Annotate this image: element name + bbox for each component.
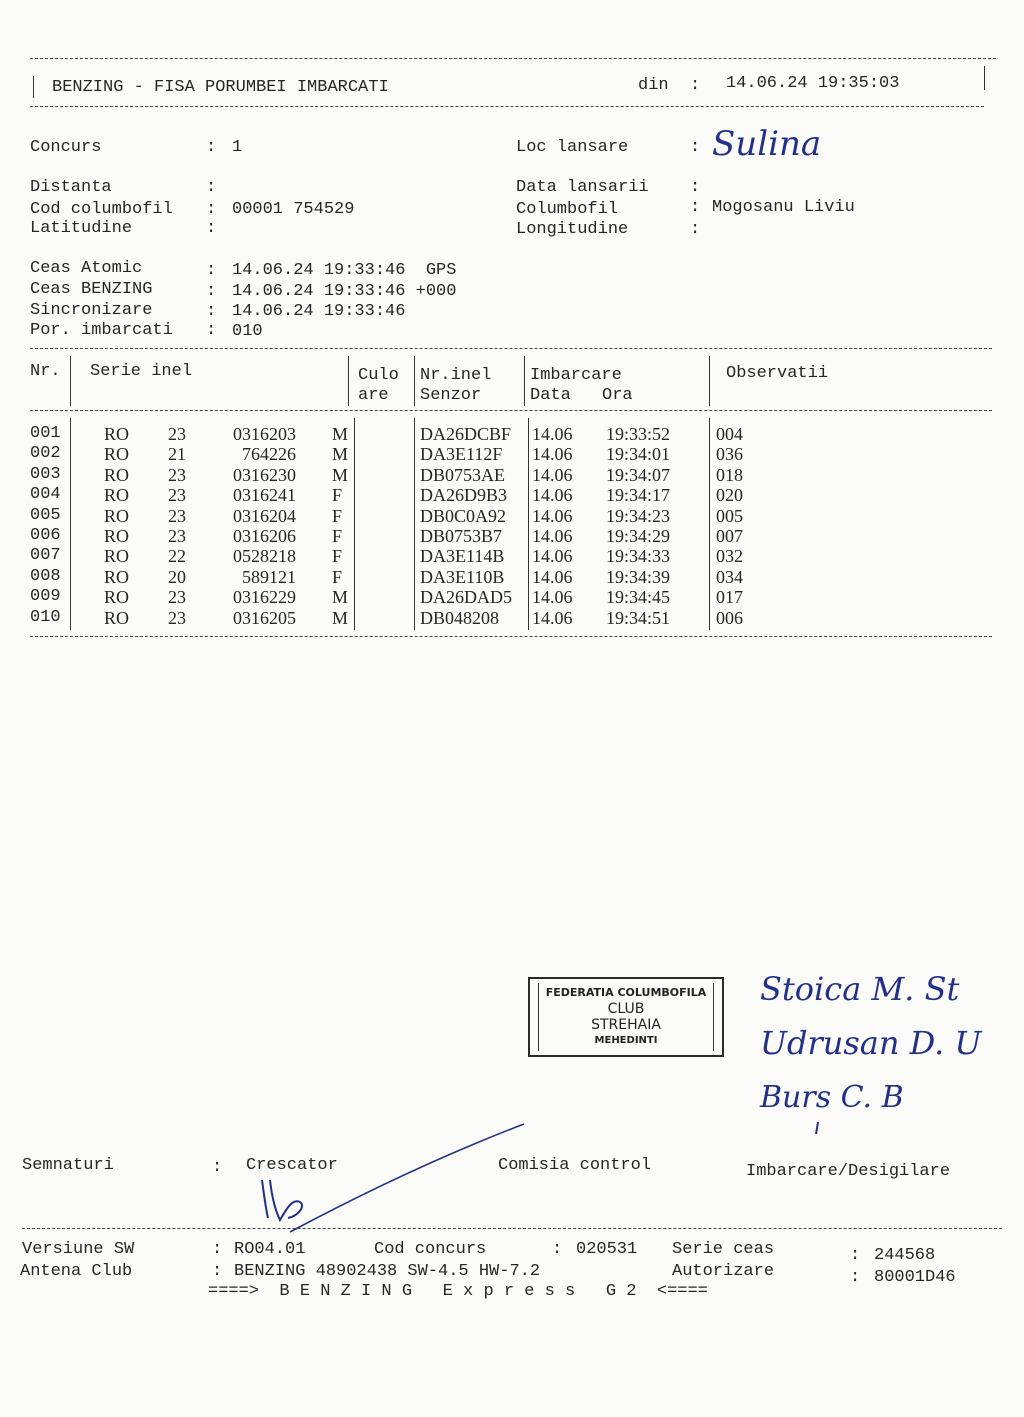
por-imbarcati-value: 010 <box>232 322 263 341</box>
row-tara: RO <box>104 546 130 567</box>
columbofil-label: Columbofil <box>516 200 619 219</box>
row-ora: 19:34:17 <box>606 485 671 506</box>
row-senzor: DA26D9B3 <box>420 485 508 506</box>
row-an: 23 <box>168 587 186 608</box>
row-tara: RO <box>104 587 130 608</box>
row-sex: M <box>332 587 349 608</box>
row-sex: F <box>332 526 343 546</box>
handwritten-signature-3: Burs C. B <box>760 1080 904 1115</box>
row-inel: 0316206 <box>233 526 296 546</box>
ceas-atomic-value: 14.06.24 19:33:46 GPS <box>232 261 457 280</box>
row-tara: RO <box>104 566 130 587</box>
row-inel: 0316229 <box>233 587 296 608</box>
row-inel: 0316203 <box>233 424 296 444</box>
row-observatii: 007 <box>716 526 743 546</box>
latitudine-label: Latitudine <box>30 219 133 238</box>
row-sex: M <box>332 607 349 628</box>
row-observatii: 020 <box>716 485 743 506</box>
row-observatii: 005 <box>716 505 743 526</box>
row-nr: 008 <box>30 566 61 586</box>
row-data: 14.06 <box>532 566 573 587</box>
sincronizare-value: 14.06.24 19:33:46 <box>232 302 406 321</box>
row-sex: F <box>332 546 343 567</box>
row-observatii: 018 <box>716 464 743 485</box>
row-ora: 19:34:51 <box>606 607 671 628</box>
row-senzor: DB0C0A92 <box>420 505 507 526</box>
columbofil-value: Mogosanu Liviu <box>712 198 855 217</box>
comisia-control-label: Comisia control <box>498 1156 652 1175</box>
row-an: 23 <box>168 505 186 526</box>
row-inel: 0316204 <box>233 505 296 526</box>
row-data: 14.06 <box>532 546 573 567</box>
row-an: 23 <box>168 464 186 485</box>
serie-ceas-label: Serie ceas <box>672 1240 775 1259</box>
row-observatii: 006 <box>716 607 743 628</box>
col-header-data: Data <box>530 386 571 405</box>
semnaturi-label: Semnaturi <box>22 1156 114 1175</box>
header-right-bar <box>984 66 985 90</box>
row-an: 23 <box>168 424 186 444</box>
concurs-value: 1 <box>232 138 243 157</box>
crescator-label: Crescator <box>246 1156 338 1175</box>
row-ora: 19:34:07 <box>606 464 671 485</box>
row-data: 14.06 <box>532 424 573 444</box>
row-data: 14.06 <box>532 526 573 546</box>
por-imbarcati-label: Por. imbarcati <box>30 321 173 340</box>
col-header-imbarcare: Imbarcare <box>530 366 622 385</box>
row-data: 14.06 <box>532 587 573 608</box>
row-senzor: DA3E114B <box>420 546 505 567</box>
distanta-label: Distanta <box>30 178 112 197</box>
table-top-border <box>30 348 992 349</box>
versiune-sw-label: Versiune SW <box>22 1240 135 1259</box>
row-data: 14.06 <box>532 444 573 465</box>
row-nr: 009 <box>30 587 61 607</box>
col-header-culoare: Culo <box>358 366 399 385</box>
header-left-bar <box>33 76 34 98</box>
versiune-sw-value: RO04.01 <box>234 1240 306 1259</box>
row-senzor: DA26DAD5 <box>420 587 512 608</box>
col-header-nr-inel: Nr.inel <box>420 366 492 385</box>
row-sex: F <box>332 505 343 526</box>
handwritten-signature-1: Stoica M. St <box>760 970 960 1008</box>
table-bottom-border <box>30 636 992 637</box>
data-lansarii-label: Data lansarii <box>516 178 649 197</box>
row-senzor: DB0753AE <box>420 464 505 485</box>
row-observatii: 036 <box>716 444 743 465</box>
col-header-senzor: Senzor <box>420 386 482 405</box>
header-bottom-border <box>30 106 984 107</box>
col-header-ora: Ora <box>602 386 633 405</box>
cod-columbofil-label: Cod columbofil <box>30 200 173 219</box>
club-stamp <box>528 977 724 1057</box>
row-senzor: DA3E110B <box>420 566 505 587</box>
sincronizare-label: Sincronizare <box>30 301 153 320</box>
row-observatii: 034 <box>716 566 743 587</box>
cod-concurs-value: 020531 <box>576 1240 638 1259</box>
row-inel: 764226 <box>242 444 296 465</box>
row-ora: 19:34:33 <box>606 546 671 567</box>
stamp-line4: MEHEDINTI <box>594 1035 658 1046</box>
col-header-observatii: Observatii <box>726 364 829 383</box>
row-nr: 007 <box>30 546 61 566</box>
row-observatii: 017 <box>716 587 743 608</box>
ceas-benzing-value: 14.06.24 19:33:46 +000 <box>232 282 457 301</box>
col-header-culoare-2: are <box>358 386 389 405</box>
row-tara: RO <box>104 505 130 526</box>
loc-lansare-label: Loc lansare <box>516 138 629 157</box>
row-ora: 19:34:29 <box>606 526 671 546</box>
row-sex: M <box>332 424 349 444</box>
col-header-serie-inel: Serie inel <box>90 362 193 381</box>
concurs-label: Concurs <box>30 138 102 157</box>
autorizare-value: 80001D46 <box>874 1268 956 1287</box>
row-tara: RO <box>104 424 130 444</box>
row-senzor: DA26DCBF <box>420 424 512 444</box>
row-tara: RO <box>104 485 130 506</box>
cod-concurs-label: Cod concurs <box>374 1240 487 1259</box>
row-ora: 19:34:45 <box>606 587 671 608</box>
row-data: 14.06 <box>532 505 573 526</box>
longitudine-label: Longitudine <box>516 220 629 239</box>
stamp-line2: CLUB <box>607 1001 645 1017</box>
document-title: BENZING - FISA PORUMBEI IMBARCATI <box>52 78 389 97</box>
row-observatii: 032 <box>716 546 743 567</box>
ceas-benzing-label: Ceas BENZING <box>30 280 153 299</box>
footer-border <box>22 1228 1002 1229</box>
serie-ceas-value: 244568 <box>874 1246 936 1265</box>
table-header-border <box>30 410 992 411</box>
row-inel: 0316230 <box>233 464 296 485</box>
row-nr: 002 <box>30 444 61 464</box>
autorizare-label: Autorizare <box>672 1262 775 1281</box>
row-an: 23 <box>168 526 186 546</box>
row-senzor: DA3E112F <box>420 444 503 465</box>
row-tara: RO <box>104 444 130 465</box>
row-ora: 19:34:39 <box>606 566 671 587</box>
row-sex: M <box>332 444 349 465</box>
pen-mark <box>810 1118 830 1138</box>
row-ora: 19:33:52 <box>606 424 671 444</box>
loc-lansare-handwritten: Sulina <box>712 124 822 164</box>
cod-columbofil-value: 00001 754529 <box>232 200 355 219</box>
row-senzor: DB0753B7 <box>420 526 503 546</box>
row-nr: 004 <box>30 485 61 505</box>
row-nr: 005 <box>30 505 61 525</box>
row-senzor: DB048208 <box>420 607 500 628</box>
antena-club-label: Antena Club <box>20 1262 133 1281</box>
row-sex: F <box>332 485 343 506</box>
header-din-label: din <box>638 76 669 95</box>
row-tara: RO <box>104 526 130 546</box>
row-data: 14.06 <box>532 464 573 485</box>
row-nr: 001 <box>30 424 61 443</box>
col-header-nr: Nr. <box>30 362 61 381</box>
row-nr: 010 <box>30 607 61 627</box>
handwritten-signature-2: Udrusan D. U <box>760 1024 982 1062</box>
row-an: 23 <box>168 607 186 628</box>
row-inel: 589121 <box>242 566 296 587</box>
row-tara: RO <box>104 464 130 485</box>
imbarcare-desigilare-label: Imbarcare/Desigilare <box>746 1162 951 1181</box>
row-tara: RO <box>104 607 130 628</box>
row-an: 22 <box>168 546 186 567</box>
row-ora: 19:34:23 <box>606 505 671 526</box>
row-an: 21 <box>168 444 186 465</box>
row-data: 14.06 <box>532 607 573 628</box>
row-observatii: 004 <box>716 424 743 444</box>
header-datetime: 14.06.24 19:35:03 <box>726 74 900 93</box>
row-an: 20 <box>168 566 186 587</box>
row-nr: 003 <box>30 464 61 484</box>
ceas-atomic-label: Ceas Atomic <box>30 259 143 278</box>
stamp-line1: FEDERATIA COLUMBOFILA <box>545 986 707 999</box>
row-nr: 006 <box>30 526 61 545</box>
row-inel: 0316205 <box>233 607 296 628</box>
brand-line: ====> B E N Z I N G E x p r e s s G 2 <==== <box>208 1282 708 1301</box>
row-an: 23 <box>168 485 186 506</box>
row-inel: 0528218 <box>233 546 296 567</box>
row-sex: M <box>332 464 349 485</box>
row-data: 14.06 <box>532 485 573 506</box>
stamp-line3: STREHAIA <box>591 1017 661 1033</box>
row-inel: 0316241 <box>233 485 296 506</box>
row-ora: 19:34:01 <box>606 444 671 465</box>
crescator-signature <box>240 1120 540 1250</box>
header-top-border <box>30 58 996 59</box>
row-sex: F <box>332 566 343 587</box>
antena-club-value: BENZING 48902438 SW-4.5 HW-7.2 <box>234 1262 541 1281</box>
